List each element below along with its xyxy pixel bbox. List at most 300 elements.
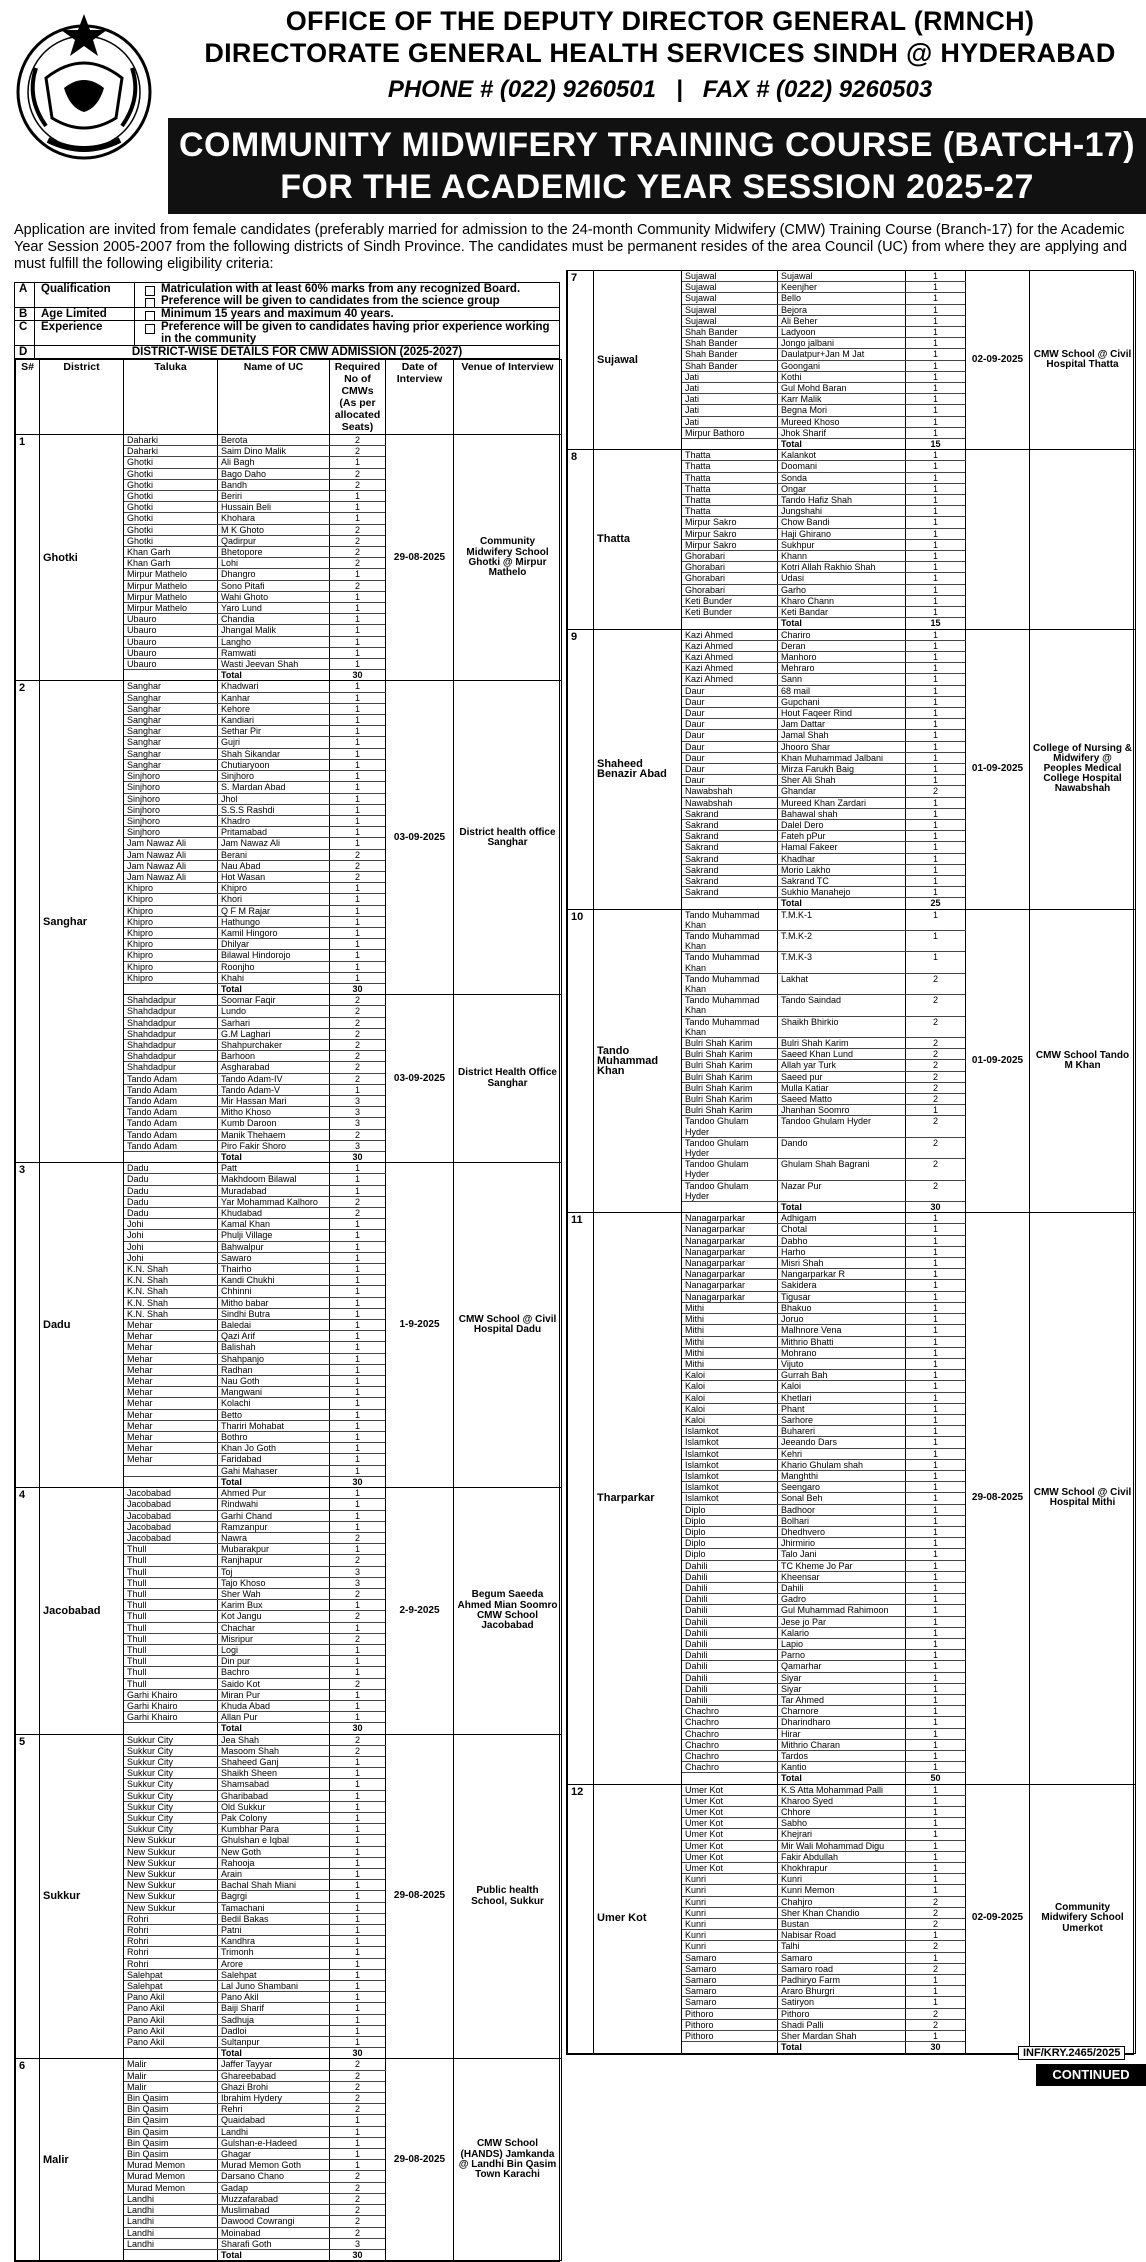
taluka-cell: Pano Akil <box>124 2025 218 2036</box>
taluka-cell: Daur <box>682 752 778 763</box>
taluka-cell: Bulri Shah Karim <box>682 1060 778 1071</box>
taluka-cell: Sakrand <box>682 831 778 842</box>
uc-cell: Shaikh Sheen <box>218 1768 330 1779</box>
uc-cell: Chahjro <box>778 1896 906 1907</box>
required-cell: 2 <box>906 2008 966 2019</box>
uc-cell: Sonda <box>778 472 906 483</box>
taluka-cell: Bulri Shah Karim <box>682 1038 778 1049</box>
uc-cell: Quaidabad <box>218 2115 330 2126</box>
uc-cell: Lundo <box>218 1006 330 1017</box>
uc-cell: Gadap <box>218 2182 330 2193</box>
required-cell: 1 <box>330 1756 386 1767</box>
uc-cell: Manhoro <box>778 651 906 662</box>
taluka-cell: Dahili <box>682 1605 778 1616</box>
left-table-body <box>16 435 562 2261</box>
uc-cell: Wasti Jeevan Shah <box>218 659 330 670</box>
required-cell: 1 <box>906 1291 966 1302</box>
taluka-cell: Pano Akil <box>124 2014 218 2025</box>
taluka-cell: Thull <box>124 1588 218 1599</box>
taluka-cell: Keti Bunder <box>682 595 778 606</box>
district-name: Ghotki <box>40 435 124 681</box>
uc-cell: Ranjhapur <box>218 1555 330 1566</box>
total-value: 30 <box>330 2249 386 2260</box>
taluka-cell: Kunri <box>682 1930 778 1941</box>
taluka-cell: Jati <box>682 405 778 416</box>
uc-cell: Shadi Palli <box>778 2019 906 2030</box>
required-cell: 1 <box>330 1499 386 1510</box>
taluka-cell: Thatta <box>682 483 778 494</box>
required-cell: 1 <box>906 1482 966 1493</box>
uc-cell: Bolhari <box>778 1515 906 1526</box>
taluka-cell: Daur <box>682 730 778 741</box>
total-blank <box>124 1476 218 1487</box>
required-cell: 1 <box>906 1105 966 1116</box>
table-row <box>568 909 1136 930</box>
interview-date: 29-08-2025 <box>386 1734 454 2059</box>
taluka-cell: Sujawal <box>682 304 778 315</box>
required-cell: 1 <box>906 528 966 539</box>
total-blank <box>682 2042 778 2053</box>
required-cell: 1 <box>906 864 966 875</box>
table-row <box>568 1213 1136 1224</box>
required-cell: 1 <box>906 1851 966 1862</box>
taluka-cell: Kaloi <box>682 1370 778 1381</box>
uc-cell: Dhangro <box>218 569 330 580</box>
uc-cell: Sinjhoro <box>218 771 330 782</box>
uc-cell: Ghagar <box>218 2149 330 2160</box>
required-cell: 2 <box>906 1094 966 1105</box>
uc-cell: Hout Faqeer Rind <box>778 707 906 718</box>
taluka-cell: Bin Qasim <box>124 2115 218 2126</box>
uc-cell: Tardos <box>778 1751 906 1762</box>
taluka-cell: Daur <box>682 685 778 696</box>
total-value: 50 <box>906 1773 966 1784</box>
required-cell: 1 <box>906 1784 966 1795</box>
uc-cell: Gharibabad <box>218 1790 330 1801</box>
uc-cell: Tandoo Ghulam Hyder <box>778 1116 906 1137</box>
uc-cell: Jhangal Malik <box>218 625 330 636</box>
uc-cell: Mehraro <box>778 663 906 674</box>
taluka-cell: Chachro <box>682 1751 778 1762</box>
taluka-cell: Nawabshah <box>682 797 778 808</box>
taluka-cell: Bulri Shah Karim <box>682 1082 778 1093</box>
taluka-cell: Sinjhoro <box>124 815 218 826</box>
taluka-cell: Islamkot <box>682 1459 778 1470</box>
uc-cell: Ibrahim Hydery <box>218 2093 330 2104</box>
uc-cell: Bejora <box>778 304 906 315</box>
required-cell: 1 <box>330 1488 386 1499</box>
required-cell: 1 <box>330 838 386 849</box>
uc-cell: Tajo Khoso <box>218 1577 330 1588</box>
required-cell: 1 <box>906 427 966 438</box>
eligibility-row <box>15 321 559 346</box>
required-cell: 1 <box>906 1448 966 1459</box>
taluka-cell: Tando Muhammad Khan <box>682 909 778 930</box>
taluka-cell: Ghotki <box>124 468 218 479</box>
uc-cell: Keti Bandar <box>778 607 906 618</box>
uc-cell: Bedil Bakas <box>218 1913 330 1924</box>
uc-cell: Sadhuja <box>218 2014 330 2025</box>
serial-number: 11 <box>568 1213 594 1784</box>
required-cell: 1 <box>330 1521 386 1532</box>
uc-cell: Gupchani <box>778 696 906 707</box>
total-label: Total <box>778 1773 906 1784</box>
required-cell: 1 <box>906 1728 966 1739</box>
uc-cell: Dhedhvero <box>778 1526 906 1537</box>
uc-cell: Sharafi Goth <box>218 2238 330 2249</box>
taluka-cell: Mehar <box>124 1387 218 1398</box>
required-cell: 2 <box>906 1049 966 1060</box>
uc-cell: Bello <box>778 293 906 304</box>
uc-cell: Bagrgi <box>218 1891 330 1902</box>
total-label: Total <box>778 1202 906 1213</box>
taluka-cell: Salehpat <box>124 1981 218 1992</box>
required-cell: 1 <box>330 1174 386 1185</box>
taluka-cell: Thull <box>124 1577 218 1588</box>
serial-number: 9 <box>568 629 594 909</box>
required-cell: 1 <box>330 569 386 580</box>
required-cell: 1 <box>330 1768 386 1779</box>
taluka-cell: Sanghar <box>124 715 218 726</box>
taluka-cell: Landhi <box>124 2238 218 2249</box>
required-cell: 1 <box>330 513 386 524</box>
uc-cell: Kothi <box>778 371 906 382</box>
required-cell: 1 <box>330 1331 386 1342</box>
required-cell: 1 <box>906 461 966 472</box>
taluka-cell: Tandoo Ghulam Hyder <box>682 1159 778 1180</box>
eligibility-value <box>135 321 559 345</box>
taluka-cell: Sinjhoro <box>124 782 218 793</box>
uc-cell: Kamil Hingoro <box>218 927 330 938</box>
required-cell: 1 <box>906 1672 966 1683</box>
uc-cell: Yar Mohammad Kalhoro <box>218 1196 330 1207</box>
required-cell: 1 <box>330 2003 386 2014</box>
required-cell: 1 <box>906 1258 966 1269</box>
uc-cell: Deran <box>778 640 906 651</box>
district-wise-key: D <box>15 346 35 358</box>
required-cell: 1 <box>330 491 386 502</box>
uc-cell: Karr Malik <box>778 394 906 405</box>
required-cell: 1 <box>330 972 386 983</box>
taluka-cell: Bulri Shah Karim <box>682 1094 778 1105</box>
uc-cell: Kotri Allah Rakhio Shah <box>778 562 906 573</box>
taluka-cell: K.N. Shah <box>124 1275 218 1286</box>
taluka-cell: Bin Qasim <box>124 2149 218 2160</box>
taluka-cell: Sukkur City <box>124 1756 218 1767</box>
total-label: Total <box>218 2249 330 2260</box>
taluka-cell: Kunri <box>682 1874 778 1885</box>
taluka-cell: Bulri Shah Karim <box>682 1071 778 1082</box>
required-cell: 1 <box>906 1213 966 1224</box>
taluka-cell: Thull <box>124 1667 218 1678</box>
uc-cell: Bahwalpur <box>218 1241 330 1252</box>
uc-cell: Trimonh <box>218 1947 330 1958</box>
uc-cell: Araro Bhurgri <box>778 1986 906 1997</box>
taluka-cell: Thull <box>124 1544 218 1555</box>
uc-cell: Adhigam <box>778 1213 906 1224</box>
required-cell: 1 <box>906 1695 966 1706</box>
uc-cell: Pithoro <box>778 2008 906 2019</box>
required-cell: 1 <box>906 1336 966 1347</box>
eligibility-line: Preference will be given to candidates from the science group <box>161 295 559 307</box>
uc-cell: Gujri <box>218 737 330 748</box>
uc-cell: Chotal <box>778 1224 906 1235</box>
uc-cell: Saeed pur <box>778 1071 906 1082</box>
taluka-cell: Nawabshah <box>682 786 778 797</box>
uc-cell: Bothro <box>218 1432 330 1443</box>
eligibility-line: Preference will be given to candidates having prior experience working in the community <box>161 321 559 345</box>
uc-cell: Lakhat <box>778 973 906 994</box>
col-taluka: Taluka <box>124 360 218 435</box>
uc-cell: Mohrano <box>778 1347 906 1358</box>
taluka-cell: Dahili <box>682 1683 778 1694</box>
required-cell: 1 <box>906 1739 966 1750</box>
taluka-cell: Tando Adam <box>124 1084 218 1095</box>
required-cell: 1 <box>330 1824 386 1835</box>
taluka-cell: Ghotki <box>124 535 218 546</box>
required-cell: 2 <box>330 860 386 871</box>
taluka-cell: Dadu <box>124 1174 218 1185</box>
taluka-cell: Khipro <box>124 916 218 927</box>
required-cell: 1 <box>906 707 966 718</box>
taluka-cell: Sakrand <box>682 887 778 898</box>
uc-cell: Sher Khan Chandio <box>778 1907 906 1918</box>
taluka-cell: Thull <box>124 1678 218 1689</box>
taluka-cell: Samaro <box>682 1975 778 1986</box>
uc-cell: Bhetopore <box>218 547 330 558</box>
required-cell: 1 <box>330 1264 386 1275</box>
required-cell: 1 <box>906 752 966 763</box>
required-cell: 1 <box>330 2126 386 2137</box>
taluka-cell: Keti Bunder <box>682 607 778 618</box>
uc-cell: Manghthi <box>778 1470 906 1481</box>
uc-cell: Khohara <box>218 513 330 524</box>
required-cell: 1 <box>906 1952 966 1963</box>
taluka-cell: Mithi <box>682 1302 778 1313</box>
uc-cell: M K Ghoto <box>218 524 330 535</box>
required-cell: 2 <box>330 1129 386 1140</box>
uc-cell: Ghazi Brohi <box>218 2081 330 2092</box>
required-cell: 1 <box>906 584 966 595</box>
required-cell: 1 <box>330 1700 386 1711</box>
uc-cell: Manik Thehaem <box>218 1129 330 1140</box>
uc-cell: Old Sukkur <box>218 1801 330 1812</box>
required-cell: 1 <box>330 1600 386 1611</box>
taluka-cell: Mirpur Mathelo <box>124 580 218 591</box>
required-cell: 2 <box>906 1907 966 1918</box>
required-cell: 2 <box>330 558 386 569</box>
required-cell: 1 <box>330 1320 386 1331</box>
uc-cell: Dalel Dero <box>778 819 906 830</box>
taluka-cell: Ubauro <box>124 636 218 647</box>
district-name: Tharparkar <box>594 1213 682 1784</box>
required-cell: 2 <box>330 2104 386 2115</box>
required-cell: 1 <box>330 1801 386 1812</box>
serial-number: 7 <box>568 271 594 450</box>
taluka-cell: Bin Qasim <box>124 2104 218 2115</box>
required-cell: 1 <box>330 1230 386 1241</box>
uc-cell: Misri Shah <box>778 1258 906 1269</box>
required-cell: 2 <box>906 973 966 994</box>
taluka-cell: Bin Qasim <box>124 2093 218 2104</box>
required-cell: 1 <box>906 719 966 730</box>
uc-cell: 68 mail <box>778 685 906 696</box>
uc-cell: Jea Shah <box>218 1734 330 1745</box>
uc-cell: T.M.K-3 <box>778 952 906 973</box>
taluka-cell: Ubauro <box>124 614 218 625</box>
required-cell: 1 <box>906 1526 966 1537</box>
required-cell: 1 <box>906 1874 966 1885</box>
uc-cell: Sher Mardan Shah <box>778 2031 906 2042</box>
taluka-cell: Ghotki <box>124 457 218 468</box>
uc-cell: Khadwari <box>218 681 330 692</box>
required-cell: 1 <box>330 1432 386 1443</box>
required-cell: 1 <box>906 1515 966 1526</box>
required-cell: 1 <box>906 1829 966 1840</box>
taluka-cell <box>124 1465 218 1476</box>
required-cell: 1 <box>330 1510 386 1521</box>
taluka-cell: Thull <box>124 1633 218 1644</box>
uc-cell: Baiji Sharif <box>218 2003 330 2014</box>
required-cell: 1 <box>330 1443 386 1454</box>
taluka-cell: Ghotki <box>124 479 218 490</box>
col-venue: Venue of Interview <box>454 360 562 435</box>
uc-cell: Mulla Katiar <box>778 1082 906 1093</box>
uc-cell: Bhakuo <box>778 1302 906 1313</box>
course-title: COMMUNITY MIDWIFERY TRAINING COURSE (BATCH-17) <box>179 126 1135 164</box>
uc-cell: Kantio <box>778 1762 906 1773</box>
taluka-cell: Rohri <box>124 1925 218 1936</box>
required-cell: 1 <box>906 495 966 506</box>
taluka-cell: Bin Qasim <box>124 2137 218 2148</box>
uc-cell: Ramzanpur <box>218 1521 330 1532</box>
uc-cell: Kaloi <box>778 1381 906 1392</box>
table-row <box>568 450 1136 461</box>
taluka-cell: Mehar <box>124 1376 218 1387</box>
required-cell: 1 <box>906 1807 966 1818</box>
taluka-cell: Khipro <box>124 894 218 905</box>
taluka-cell: Pithoro <box>682 2008 778 2019</box>
required-cell: 1 <box>906 1930 966 1941</box>
taluka-cell: Daur <box>682 775 778 786</box>
required-cell: 1 <box>330 457 386 468</box>
uc-cell: Gul Muhammad Rahimoon <box>778 1605 906 1616</box>
taluka-cell: Umer Kot <box>682 1829 778 1840</box>
required-cell: 1 <box>906 1762 966 1773</box>
uc-cell: Soomar Faqir <box>218 995 330 1006</box>
taluka-cell: Tando Adam <box>124 1073 218 1084</box>
required-cell: 1 <box>906 1795 966 1806</box>
required-cell: 2 <box>330 1611 386 1622</box>
required-cell: 1 <box>906 1706 966 1717</box>
required-cell: 1 <box>330 1667 386 1678</box>
total-blank <box>124 983 218 994</box>
serial-number: 12 <box>568 1784 594 2053</box>
required-cell: 1 <box>330 1925 386 1936</box>
uc-cell: Din pur <box>218 1656 330 1667</box>
uc-cell: Ladyoon <box>778 327 906 338</box>
required-cell: 1 <box>906 1616 966 1627</box>
uc-cell: Saeed Matto <box>778 1094 906 1105</box>
taluka-cell: Sakrand <box>682 819 778 830</box>
uc-cell: Sakidera <box>778 1280 906 1291</box>
required-cell: 1 <box>906 1818 966 1829</box>
uc-cell: Gulshan-e-Hadeed <box>218 2137 330 2148</box>
uc-cell: Khann <box>778 551 906 562</box>
required-cell: 1 <box>906 327 966 338</box>
uc-cell: Tando Hafiz Shah <box>778 495 906 506</box>
uc-cell: Hamal Fakeer <box>778 842 906 853</box>
total-value: 15 <box>906 618 966 629</box>
taluka-cell: Sanghar <box>124 681 218 692</box>
uc-cell: Vijuto <box>778 1358 906 1369</box>
uc-cell: Seengaro <box>778 1482 906 1493</box>
required-cell: 2 <box>330 1532 386 1543</box>
taluka-cell: Pano Akil <box>124 2003 218 2014</box>
uc-cell: Karim Bux <box>218 1600 330 1611</box>
required-cell: 2 <box>906 2019 966 2030</box>
required-cell: 1 <box>330 2149 386 2160</box>
total-label: Total <box>218 1476 330 1487</box>
uc-cell: Khadhar <box>778 853 906 864</box>
uc-cell: Khadro <box>218 815 330 826</box>
uc-cell: Ramwati <box>218 647 330 658</box>
taluka-cell: Sukkur City <box>124 1745 218 1756</box>
uc-cell: Tando Saindad <box>778 995 906 1016</box>
eligibility-label: Experience <box>35 321 135 345</box>
taluka-cell: Kunri <box>682 1941 778 1952</box>
district-name: Sukkur <box>40 1734 124 2059</box>
required-cell: 1 <box>330 961 386 972</box>
required-cell: 1 <box>906 360 966 371</box>
uc-cell: Mir Hassan Mari <box>218 1095 330 1106</box>
uc-cell: Begna Mori <box>778 405 906 416</box>
taluka-cell: Thatta <box>682 461 778 472</box>
taluka-cell: Kazi Ahmed <box>682 651 778 662</box>
required-cell: 2 <box>330 524 386 535</box>
required-cell: 1 <box>906 1975 966 1986</box>
uc-cell: Goongani <box>778 360 906 371</box>
uc-cell: Logi <box>218 1644 330 1655</box>
uc-cell: Kharo Chann <box>778 595 906 606</box>
serial-number: 6 <box>16 2059 40 2261</box>
required-cell: 1 <box>330 1947 386 1958</box>
required-cell: 3 <box>330 1566 386 1577</box>
taluka-cell: Thull <box>124 1622 218 1633</box>
uc-cell: Jaffer Tayyar <box>218 2059 330 2070</box>
required-cell: 2 <box>330 2227 386 2238</box>
uc-cell: Sher Wah <box>218 1588 330 1599</box>
required-cell: 1 <box>330 1812 386 1823</box>
uc-cell: Ghulshan e Iqbal <box>218 1835 330 1846</box>
required-cell: 2 <box>330 995 386 1006</box>
serial-number: 3 <box>16 1163 40 1488</box>
uc-cell: Sher Ali Shah <box>778 775 906 786</box>
required-cell: 2 <box>906 1082 966 1093</box>
uc-cell: Kalankot <box>778 450 906 461</box>
total-label: Total <box>218 983 330 994</box>
district-name: Tando Muhammad Khan <box>594 909 682 1213</box>
uc-cell: Khokhrapur <box>778 1863 906 1874</box>
taluka-cell: Sukkur City <box>124 1812 218 1823</box>
interview-venue: CMW School Tando M Khan <box>1030 909 1136 1213</box>
uc-cell: Dando <box>778 1137 906 1158</box>
taluka-cell: Chachro <box>682 1739 778 1750</box>
required-cell: 1 <box>330 827 386 838</box>
uc-cell: Hussain Beli <box>218 502 330 513</box>
uc-cell: Sabho <box>778 1818 906 1829</box>
required-cell: 1 <box>330 1880 386 1891</box>
